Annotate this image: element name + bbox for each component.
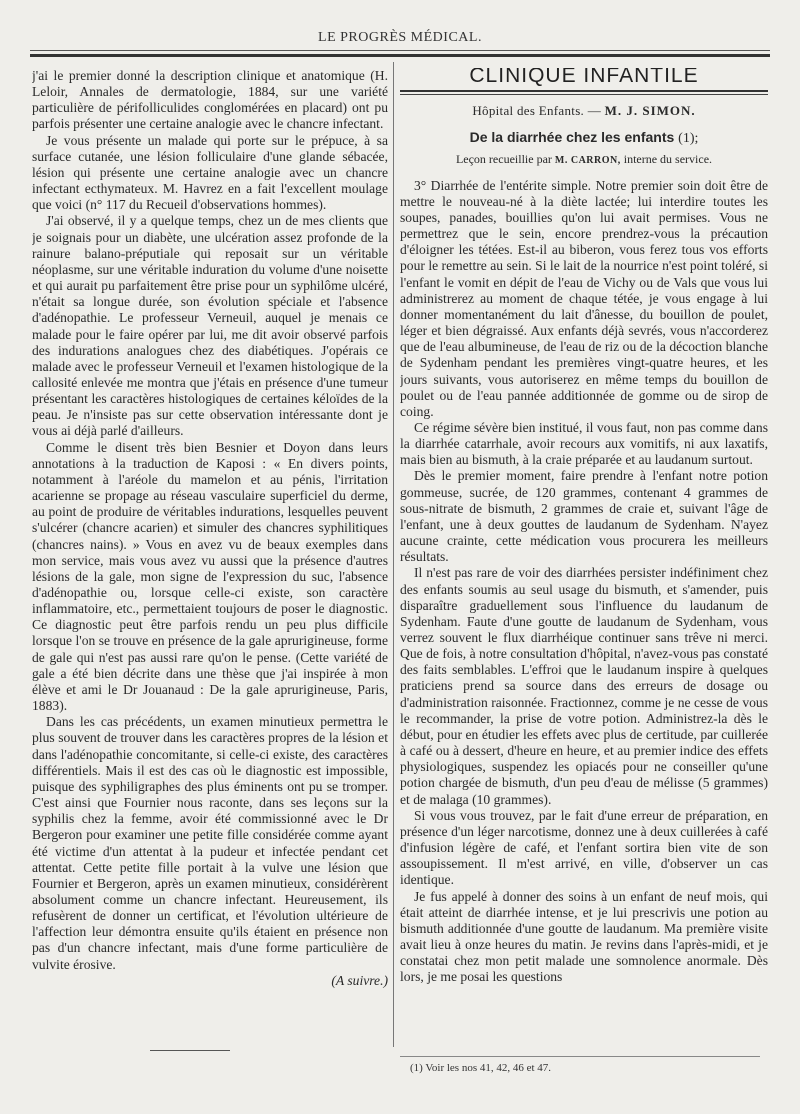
lesson-name: M. CARRON,: [554, 155, 621, 167]
section-rule: [400, 90, 768, 92]
paragraph: Si vous vous trouvez, par le fait d'une erreur de préparation, en présence d'un léger narcotisme, donnez une à deux cuillerées à café d'infusion légère de café, et l'enfant sortira bien vite de son assoupissement. Il m'est arrivé, en ville, d'observer un cas identique.: [400, 807, 768, 888]
footnote-rule: [400, 1056, 760, 1057]
paragraph: j'ai le premier donné la description clinique et anatomique (H. Leloir, Annales de dermatologie, 1884, sur une variété particulière de périfolliculides conglomérées en placard) ont pu parfois présenter une certaine analogie avec le chancre infectant.: [32, 68, 388, 132]
paragraph: Dès le premier moment, faire prendre à l'enfant notre potion gommeuse, sucrée, de 120 grammes, contenant 4 grammes de sous-nitrate de bismuth, 2 grammes de craie et, suivant l'âge de l'enfant, une à deux gouttes de laudanum de Sydenham. N'ayez aucune crainte, cette médication vous procurera les meilleurs résultats.: [400, 468, 768, 565]
page-header: LE PROGRÈS MÉDICAL.: [318, 30, 482, 45]
article-title-text: De la diarrhée chez les enfants: [469, 129, 675, 146]
lesson-prefix: Leçon recueillie par: [455, 152, 552, 167]
paragraph: Dans les cas précédents, un examen minutieux permettra le plus souvent de trouver dans les caractères propres de la lésion et dans l'adénopathie concomitante, si celle-ci existe, des caractères différentiels. Mais il est des cas où le diagnostic est impossible, puisque des syphiligraphes des plus éminents ont pu se tromper. C'est ainsi que Fournier nous raconte, dans ses leçons sur la syphilis chez la femme, avoir été commissionné avec le Dr Bergeron pour examiner une petite fille considérée comme ayant été victime d'un attentat à la pudeur et infectée pendant cet attentat. Cette petite fille portait à la vulve une lésion que Fournier et Bergeron, après un examen minutieux, considérèrent absolument comme un chancre infectant. Heureusement, ils refusèrent de donner un certificat, et l'évolution ultérieure de l'affection leur démontra ensuite qu'ils étaient en présence non pas d'un chancre infectant, mais d'une forme particulière de vulvite érosive.: [32, 714, 388, 972]
article-title: [400, 129, 768, 147]
paragraph: Comme le disent très bien Besnier et Doyon dans leurs annotations à la traduction de Kaposi : « En divers points, notamment à l'aréole du mamelon et au pénis, l'irritation acarienne se propage au réseau vasculaire superficiel du derme, au point de produire de véritables indurations, lesquelles peuvent s'ulcérer (chancre acarien) et simuler des chancres syphilitiques (chancres nains). » Vous en avez vu de beaux exemples dans mon service, mais vous avez vu aussi que la présence d'autres lésions de la gale, mon signe de l'expression du suc, l'absence d'adénopathie ou, lorsque celle-ci existe, son caractère inflammatoire, etc., permettaient toujours de poser le diagnostic. Ce diagnostic peut être parfois rendu un peu plus difficile lorsque l'on se trouve en présence de la gale aprurigineuse, forme de gale qui n'est pas aussi rare qu'on le pense. (Cette variété de gale a été bien décrite dans une thèse que j'ai inspirée à mon élève et ami le Dr Jouanaud : De la gale aprurigineuse, Paris, 1883).: [32, 439, 388, 714]
header-rule: [30, 50, 770, 51]
paragraph: Il n'est pas rare de voir des diarrhées persister indéfiniment chez des enfants soumis au seul usage du bismuth, et s'amender, puis disparaître graduellement sous l'influence du laudanum de Sydenham. Faute d'une goutte de laudanum de Sydenham, vous verrez souvent le flux diarrhéique continuer sans trêve ni merci. Que de fois, à notre consultation d'hôpital, n'avez-vous pas constaté des faits semblables. L'effroi que le laudanum inspire à quelques praticiens prend sa source dans des erreurs de dosage ou d'administration raisonnée. Fractionnez, comme je ne cesse de vous le recommander, la prise de votre potion. Administrez-la dès le début, pour en étudier les effets avec plus de certitude, par cuillerée à café ou à dessert, d'heure en heure, et au premier indice des effets physiologiques, suspendez les opiacés pour ne conseiller qu'une potion chargée de bismuth, d'un peu d'eau de mélisse (5 grammes) et de malaga (10 grammes).: [400, 565, 768, 807]
continued-note: (A suivre.): [331, 972, 388, 988]
paragraph: Ce régime sévère bien institué, il vous faut, non pas comme dans la diarrhée catarrhale, avoir recours aux vomitifs, ni aux laxatifs, mais bien au bismuth, à la craie préparée et au laudanum surtout.: [400, 419, 768, 468]
right-column: [400, 68, 768, 1028]
hospital-name: Hôpital des Enfants.: [472, 103, 585, 119]
paragraph: 3° Diarrhée de l'entérite simple. Notre premier soin doit être de mettre le nouveau-né à la diète lactée; lui interdire toutes les soupes, panades, bouillies qu'on lui avait permises. Vous ne permettrez que le sein, encore prendrez-vous la précaution d'éloigner les tétées. Est-il au biberon, vous ferez tous vos efforts pour le remettre au sein. Si le lait de la nourrice n'est point toléré, si l'enfant le vomit en dépit de l'eau de Vichy ou de Vals que vous lui administrerez au moment de chaque tétée, je vous engage à lui donner momentanément du lait d'ânesse, du bouillon de poulet, léger et bien dégraissé. Aux enfants déjà sevrés, vous n'accorderez que de l'eau albumineuse, de l'eau de riz ou de la décoction blanche de Sydenham pendant les premières vingt-quatre heures, et les jours suivants, vous autoriserez en même temps du bouillon de poulet ou de l'eau pannée additionnée de gomme ou de sirop de coing.: [400, 177, 768, 419]
header-rule-thick: [30, 54, 770, 57]
column-divider: [393, 62, 394, 1047]
footnote-ref: (1);: [678, 131, 699, 147]
dash: —: [587, 103, 601, 119]
section-rule-thin: [400, 94, 768, 95]
footnote: (1) Voir les nos 41, 42, 46 et 47.: [410, 1062, 552, 1074]
left-column: [32, 68, 388, 1036]
paragraph: J'ai observé, il y a quelque temps, chez un de mes clients que je soignais pour un diabète, une ulcération assez profonde de la rainure balano-préputiale qui reposait sur un véritable néoplasme, sur une véritable induration du volume d'une noisette et qui aurait pu parfaitement être prise pour un syphilôme ulcéré, n'était sa longue durée, son évolution spéciale et l'absence d'adénopathie. Le professeur Verneuil, auquel je menais ce malade pour le faire opérer par lui, me dit avoir observé parfois des indurations analogues chez des diabétiques. J'opérais ce malade avec le professeur Verneuil et l'examen histologique de la callosité enlevée me montra que j'étais en présence d'une tumeur présentant les caractères histologiques de certaines kéloïdes de la peau. Je n'insiste pas sur cette observation intéressante dont je vous ai déjà parlé d'ailleurs.: [32, 213, 388, 439]
section-title: CLINIQUE INFANTILE: [469, 68, 699, 87]
paragraph: Je vous présente un malade qui porte sur le prépuce, à sa surface cutanée, une lésion folliculaire d'une glande sébacée, lésion qui présente une certaine analogie avec un chancre infectant ecthymateux. M. Havrez en a fait l'excellent moulage que voici (n° 117 du Recueil d'observations hommes).: [32, 132, 388, 213]
end-ornament: [150, 1050, 230, 1051]
lesson-suffix: interne du service.: [623, 152, 713, 167]
author-name: M. J. SIMON.: [604, 103, 696, 119]
paragraph: Je fus appelé à donner des soins à un enfant de neuf mois, qui était atteint de diarrhée intense, et je lui prescrivis une potion au bismuth additionnée d'une goutte de laudanum. Ma première visite avait lieu à onze heures du matin. Je revins dans l'après-midi, et je constatai chez mon petit malade une somnolence anormale. Dès lors, je me posai les questions: [400, 888, 768, 985]
hospital-line: [400, 103, 768, 119]
lesson-line: [400, 151, 768, 169]
